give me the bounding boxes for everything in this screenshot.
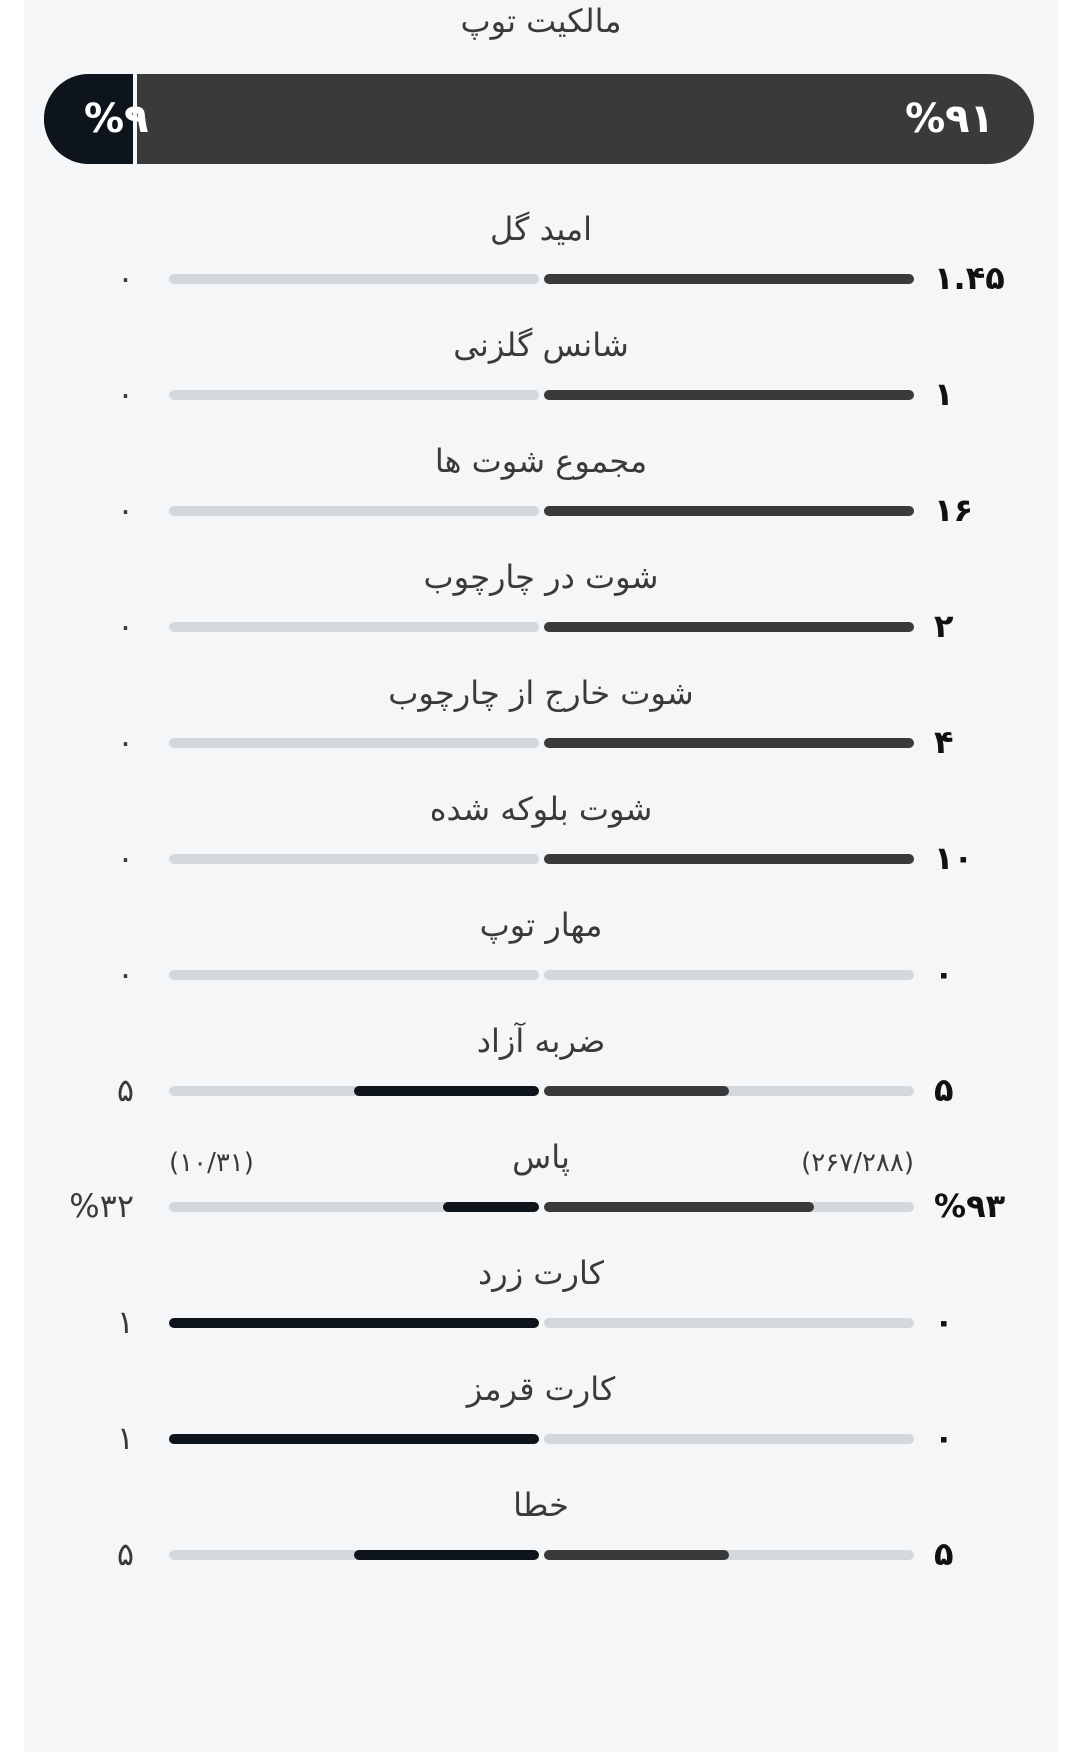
home-stat-track: [544, 622, 914, 632]
stat-row: [24, 1254, 1058, 1374]
home-stat-value: ۰: [934, 1303, 954, 1341]
stat-label: مجموع شوت ها: [434, 442, 648, 480]
stat-row: [24, 906, 1058, 1026]
stat-row: [24, 790, 1058, 910]
away-stat-value: ۰: [116, 723, 134, 761]
away-stat-track: [169, 970, 539, 980]
away-stat-track: [169, 1550, 539, 1560]
home-stat-track: [544, 854, 914, 864]
stat-label: مهار توپ: [479, 906, 603, 944]
away-stat-value: ۱: [116, 1419, 134, 1457]
away-stat-track: [169, 1318, 539, 1328]
home-stat-track: [544, 1434, 914, 1444]
possession-away-value: %۹: [84, 96, 149, 142]
home-stat-value: %۹۳: [934, 1187, 1006, 1225]
stat-label: شوت بلوکه شده: [429, 790, 653, 828]
home-stat-fill: [544, 1086, 729, 1096]
home-stat-value: ۱: [934, 375, 954, 413]
match-stats-card: [24, 0, 1058, 1752]
home-stat-value: ۱۶: [934, 491, 974, 529]
stat-label: پاس: [512, 1138, 570, 1176]
home-stat-fill: [544, 854, 914, 864]
stat-row: [24, 442, 1058, 562]
away-stat-value: ۰: [116, 839, 134, 877]
away-stat-value: ۵: [116, 1071, 134, 1109]
away-stat-track: [169, 1086, 539, 1096]
home-stat-value: ۵: [934, 1071, 954, 1109]
away-stat-fill: [354, 1086, 539, 1096]
home-stat-track: [544, 1550, 914, 1560]
stat-label: امید گل: [489, 210, 593, 248]
stat-row: [24, 1022, 1058, 1142]
away-stat-track: [169, 274, 539, 284]
home-stat-track: [544, 970, 914, 980]
possession-home-value: %۹۱: [905, 96, 994, 142]
home-stat-subvalue: (۲۶۷/۲۸۸): [801, 1148, 914, 1178]
away-stat-track: [169, 506, 539, 516]
possession-bar: [44, 74, 1034, 164]
home-stat-track: [544, 1318, 914, 1328]
home-stat-value: ۱.۴۵: [934, 259, 1005, 297]
home-stat-fill: [544, 274, 914, 284]
away-stat-fill: [169, 1318, 539, 1328]
home-stat-value: ۰: [934, 1419, 954, 1457]
away-stat-track: [169, 390, 539, 400]
away-stat-value: ۰: [116, 375, 134, 413]
stat-label: شوت در چارچوب: [423, 558, 659, 596]
away-stat-value: ۰: [116, 607, 134, 645]
stat-row: [24, 326, 1058, 446]
home-stat-track: [544, 390, 914, 400]
home-stat-fill: [544, 1202, 814, 1212]
home-stat-value: ۵: [934, 1535, 954, 1573]
away-stat-value: %۳۲: [69, 1187, 134, 1225]
home-stat-value: ۰: [934, 955, 954, 993]
stat-label: کارت قرمز: [466, 1370, 616, 1408]
home-stat-fill: [544, 506, 914, 516]
home-stat-fill: [544, 390, 914, 400]
stat-label: کارت زرد: [478, 1254, 604, 1292]
away-stat-value: ۰: [116, 491, 134, 529]
stat-row: [24, 1138, 1058, 1258]
away-stat-track: [169, 622, 539, 632]
stat-row: [24, 210, 1058, 330]
stat-row: [24, 1486, 1058, 1606]
home-stat-track: [544, 1202, 914, 1212]
away-stat-fill: [169, 1434, 539, 1444]
home-stat-track: [544, 274, 914, 284]
away-stat-value: ۵: [116, 1535, 134, 1573]
away-stat-value: ۰: [116, 955, 134, 993]
away-stat-fill: [443, 1202, 539, 1212]
stat-row: [24, 674, 1058, 794]
stat-label: ضربه آزاد: [476, 1022, 606, 1060]
stat-label: شوت خارج از چارچوب: [388, 674, 694, 712]
possession-title: مالکیت توپ: [460, 2, 622, 40]
away-stat-fill: [354, 1550, 539, 1560]
away-stat-track: [169, 1434, 539, 1444]
stat-row: [24, 1370, 1058, 1490]
stat-row: [24, 558, 1058, 678]
away-stat-track: [169, 854, 539, 864]
away-stat-value: ۰: [116, 259, 134, 297]
home-stat-fill: [544, 738, 914, 748]
away-stat-subvalue: (۱۰/۳۱): [169, 1148, 254, 1178]
home-stat-track: [544, 738, 914, 748]
stat-label: شانس گلزنی: [453, 326, 629, 364]
home-stat-track: [544, 1086, 914, 1096]
away-stat-value: ۱: [116, 1303, 134, 1341]
home-stat-fill: [544, 1550, 729, 1560]
away-stat-track: [169, 1202, 539, 1212]
home-stat-value: ۲: [934, 607, 954, 645]
home-stat-value: ۴: [934, 723, 954, 761]
away-stat-track: [169, 738, 539, 748]
home-stat-track: [544, 506, 914, 516]
home-stat-value: ۱۰: [934, 839, 974, 877]
stat-label: خطا: [513, 1486, 569, 1524]
home-stat-fill: [544, 622, 914, 632]
